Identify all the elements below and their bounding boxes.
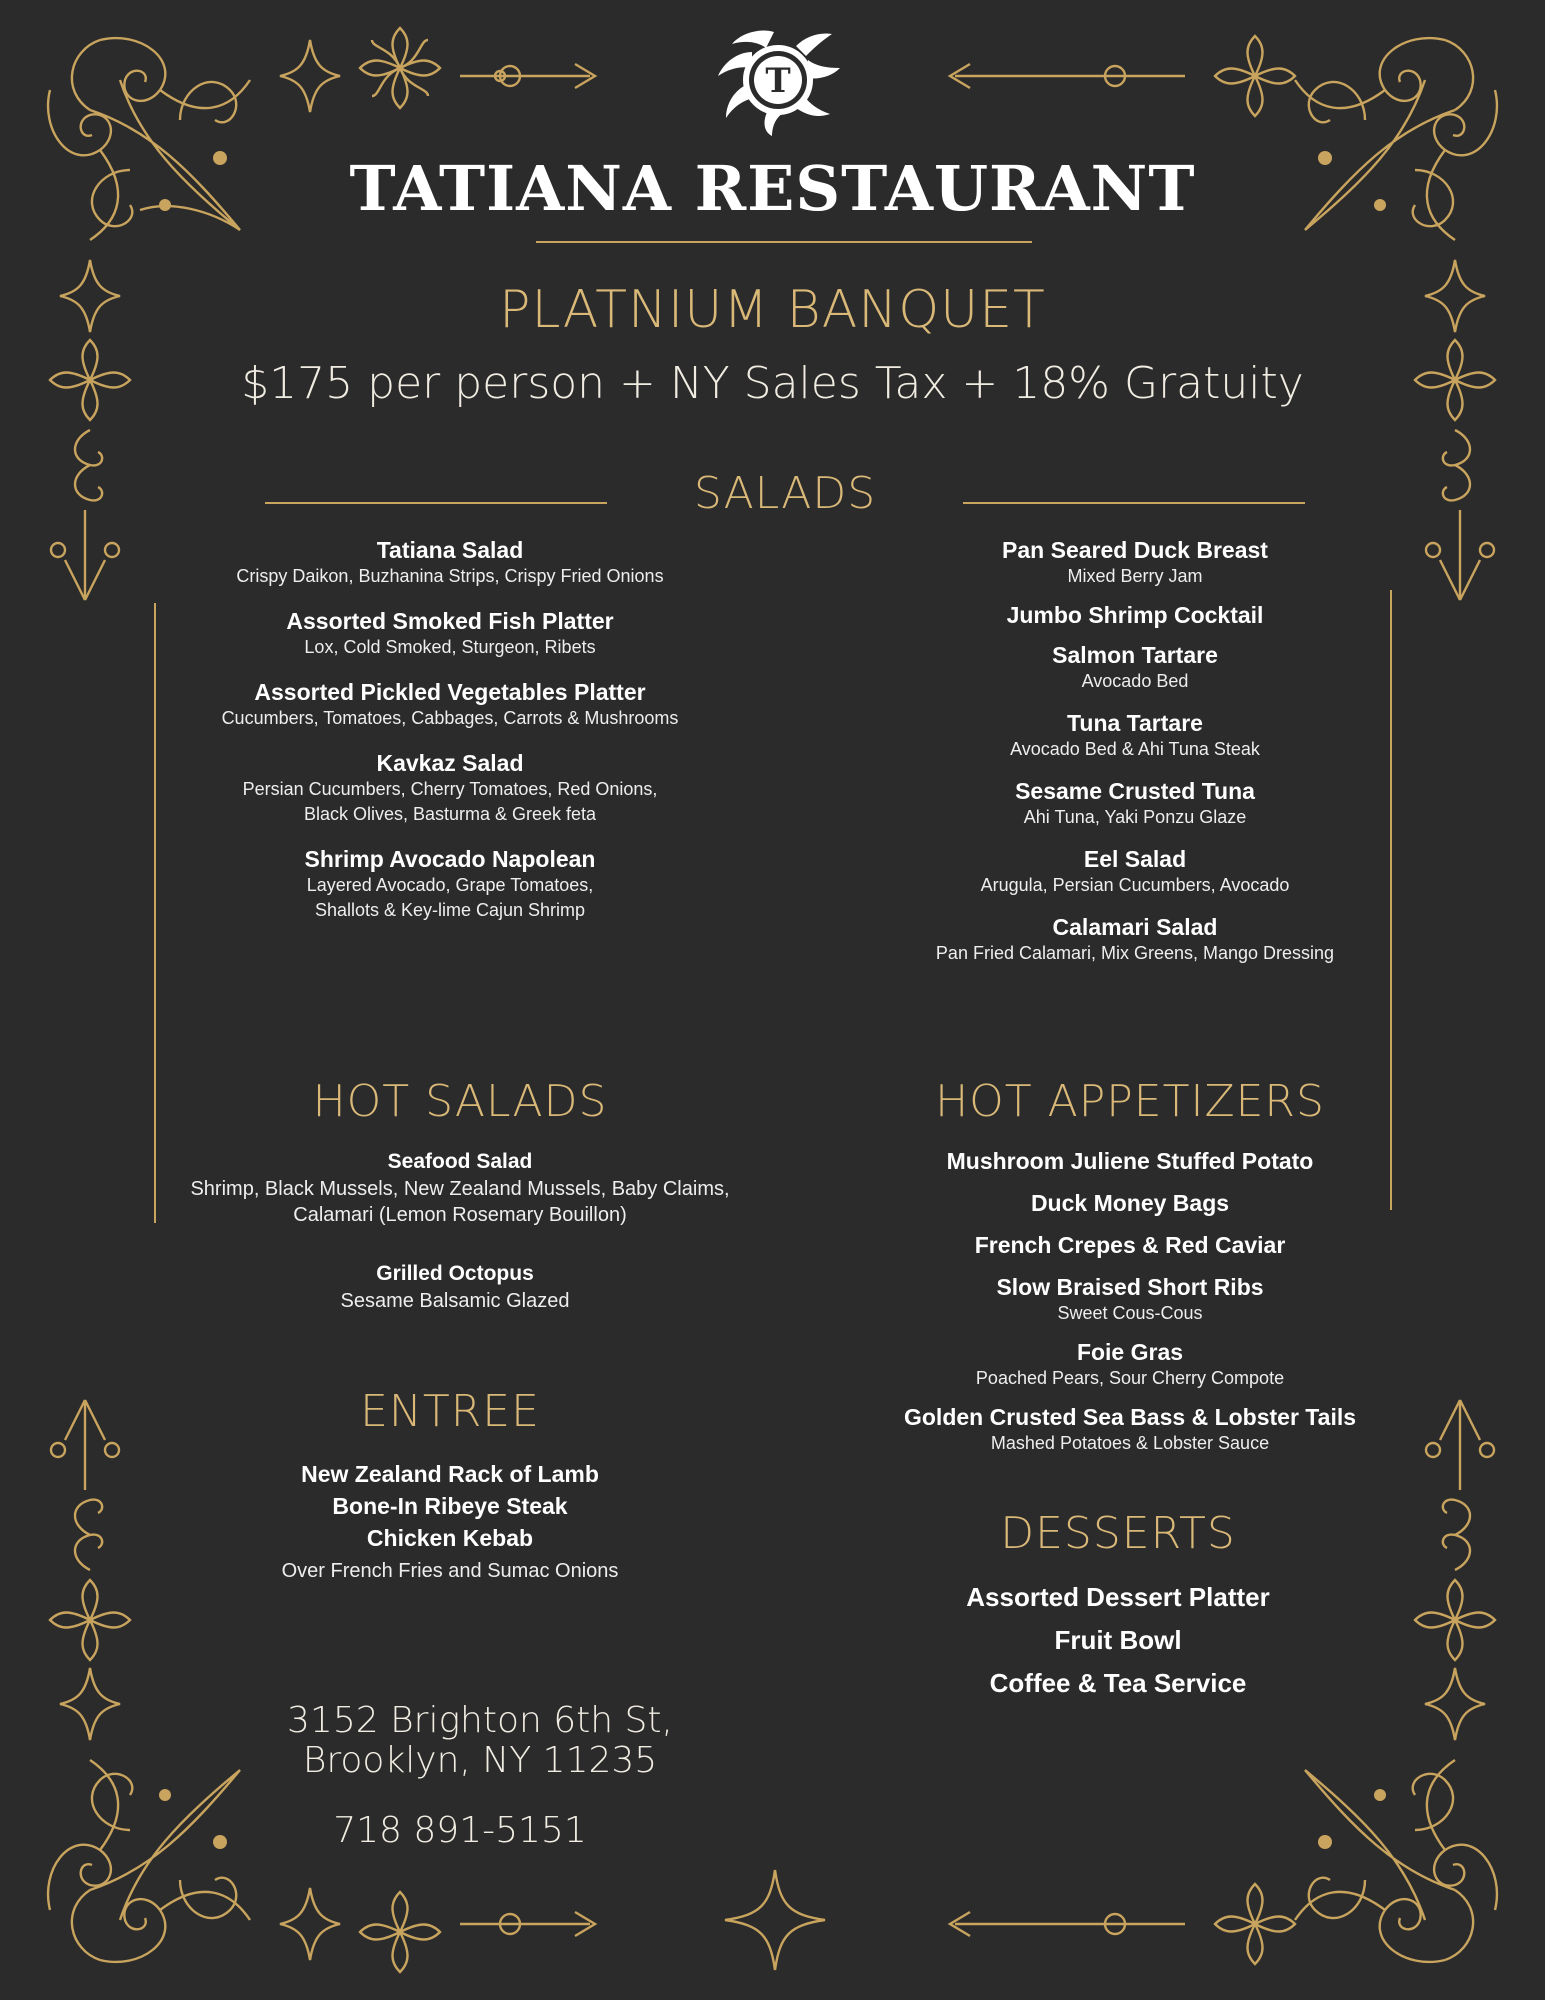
- item-description: Mixed Berry Jam: [1067, 566, 1203, 586]
- menu-item: [850, 913, 1420, 966]
- menu-item: [850, 1189, 1410, 1217]
- desserts-column: [868, 1576, 1368, 1705]
- item-description: Ahi Tuna, Yaki Ponzu Glaze: [1023, 807, 1247, 827]
- item-description: Avocado Bed & Ahi Tuna Steak: [1010, 739, 1260, 759]
- menu-item: [850, 536, 1420, 589]
- restaurant-name: TATIANA RESTAURANT: [349, 152, 1196, 225]
- item-name: Sesame Crusted Tuna: [1015, 778, 1255, 804]
- menu-item: [850, 601, 1420, 629]
- item-description: Sweet Cous-Cous: [1057, 1303, 1203, 1323]
- menu-item: [170, 536, 730, 589]
- bottom-star-icon: [720, 1865, 830, 1975]
- menu-item: [850, 1147, 1410, 1175]
- banquet-name: PLATNIUM BANQUET: [499, 280, 1046, 340]
- dessert-item: Fruit Bowl: [1054, 1625, 1182, 1655]
- hot-appetizers-heading: HOT APPETIZERS: [935, 1076, 1325, 1127]
- entree-item: Chicken Kebab: [366, 1525, 534, 1551]
- item-name: Eel Salad: [1083, 846, 1187, 872]
- item-description: Crispy Daikon, Buzhanina Strips, Crispy Fried Onions: [236, 566, 664, 586]
- item-name: Foie Gras: [1076, 1339, 1184, 1365]
- salads-right-rule: [963, 502, 1305, 504]
- left-vertical-rule: [154, 603, 156, 1223]
- hot-salads-column: [150, 1148, 770, 1314]
- item-description: Avocado Bed: [1081, 671, 1189, 691]
- desserts-heading: DESSERTS: [1000, 1508, 1236, 1559]
- entree-note: Over French Fries and Sumac Onions: [281, 1560, 619, 1582]
- menu-item: [850, 777, 1420, 830]
- item-description: Lox, Cold Smoked, Sturgeon, Ribets: [304, 637, 596, 657]
- menu-item: [170, 749, 730, 827]
- item-name: Assorted Smoked Fish Platter: [286, 608, 614, 634]
- menu-item: [170, 678, 730, 731]
- logo-letter: T: [765, 61, 791, 101]
- menu-item: [150, 1148, 770, 1228]
- item-description: Mashed Potatoes & Lobster Sauce: [990, 1433, 1270, 1453]
- restaurant-logo-icon: [712, 22, 842, 138]
- item-name: Grilled Octopus: [376, 1262, 534, 1285]
- title-divider: [536, 241, 1032, 243]
- item-name: Shrimp Avocado Napolean: [304, 846, 596, 872]
- item-name: Mushroom Juliene Stuffed Potato: [946, 1148, 1314, 1174]
- item-description: Shrimp, Black Mussels, New Zealand Mussels, Baby Claims, Calamari (Lemon Rosemary Bouillon): [190, 1178, 730, 1226]
- price-line: $175 per person + NY Sales Tax + 18% Gratuity: [241, 358, 1304, 409]
- salads-right-column: [850, 536, 1420, 966]
- salads-left-column: [170, 536, 730, 923]
- dessert-item: Coffee & Tea Service: [989, 1668, 1247, 1698]
- item-name: Duck Money Bags: [1030, 1190, 1230, 1216]
- menu-item: [140, 1260, 770, 1314]
- menu-item: [850, 709, 1420, 762]
- hot-appetizers-column: [850, 1147, 1410, 1456]
- menu-item: [850, 1338, 1410, 1391]
- item-name: French Crepes & Red Caviar: [974, 1232, 1286, 1258]
- item-name: Jumbo Shrimp Cocktail: [1006, 602, 1264, 628]
- item-name: Slow Braised Short Ribs: [996, 1274, 1264, 1300]
- item-name: Tuna Tartare: [1067, 710, 1203, 736]
- entree-item: New Zealand Rack of Lamb: [301, 1461, 599, 1487]
- item-name: Kavkaz Salad: [376, 750, 524, 776]
- item-description: Sesame Balsamic Glazed: [340, 1290, 570, 1312]
- address-line-2: Brooklyn, NY 11235: [302, 1740, 658, 1781]
- item-name: Tatiana Salad: [376, 537, 524, 563]
- item-description: Layered Avocado, Grape Tomatoes, Shallots & Key-lime Cajun Shrimp: [306, 875, 594, 920]
- item-name: Salmon Tartare: [1052, 642, 1218, 668]
- salads-heading: SALADS: [693, 468, 877, 519]
- entree-item: Bone-In Ribeye Steak: [332, 1493, 568, 1519]
- menu-item: [850, 1403, 1410, 1456]
- item-name: Golden Crusted Sea Bass & Lobster Tails: [903, 1404, 1357, 1430]
- menu-item: [850, 641, 1420, 694]
- menu-item: [170, 845, 730, 923]
- item-name: Calamari Salad: [1052, 914, 1218, 940]
- menu-item: [850, 1231, 1410, 1259]
- menu-item: [850, 1273, 1410, 1326]
- item-name: Assorted Pickled Vegetables Platter: [254, 679, 646, 705]
- dessert-item: Assorted Dessert Platter: [966, 1582, 1270, 1612]
- hot-salads-heading: HOT SALADS: [312, 1076, 608, 1127]
- address-line-1: 3152 Brighton 6th St,: [287, 1700, 673, 1741]
- entree-column: [200, 1458, 700, 1584]
- item-description: Arugula, Persian Cucumbers, Avocado: [980, 875, 1290, 895]
- salads-left-rule: [265, 502, 607, 504]
- menu-item: [170, 607, 730, 660]
- menu-item: [850, 845, 1420, 898]
- item-description: Pan Fried Calamari, Mix Greens, Mango Dressing: [935, 943, 1335, 963]
- item-description: Poached Pears, Sour Cherry Compote: [975, 1368, 1285, 1388]
- item-name: Seafood Salad: [387, 1150, 533, 1173]
- entree-heading: ENTREE: [360, 1386, 540, 1437]
- item-description: Cucumbers, Tomatoes, Cabbages, Carrots & Mushrooms: [221, 708, 679, 728]
- phone-number: 718 891-5151: [333, 1810, 587, 1851]
- item-name: Pan Seared Duck Breast: [1002, 537, 1268, 563]
- item-description: Persian Cucumbers, Cherry Tomatoes, Red Onions, Black Olives, Basturma & Greek feta: [242, 779, 658, 824]
